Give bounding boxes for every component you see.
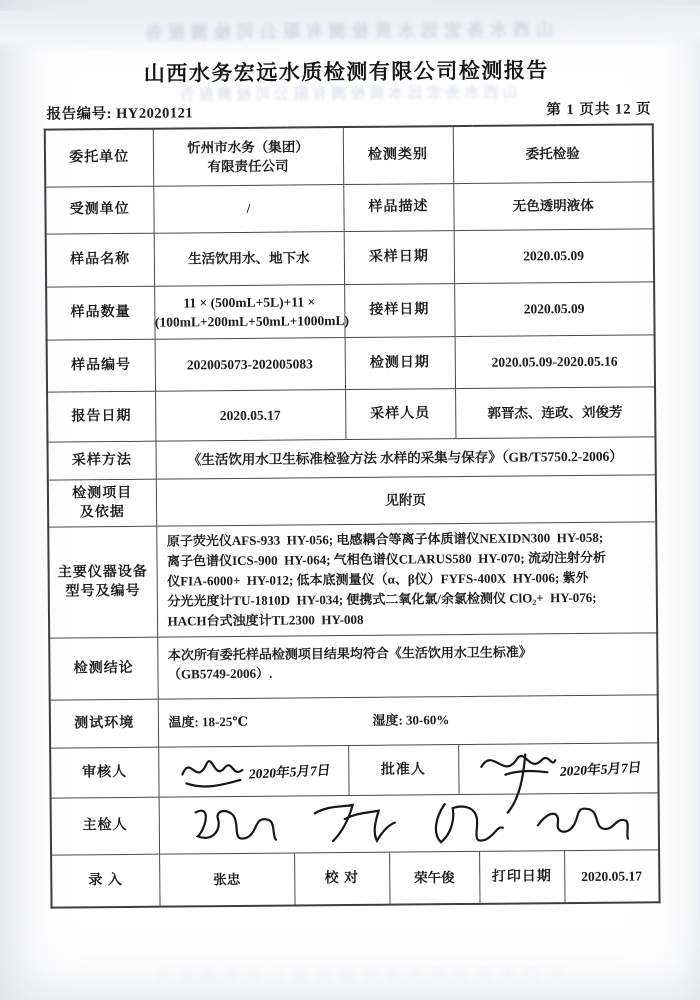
page-count: 第 1 页共 12 页 bbox=[546, 101, 652, 119]
sample-desc-value: 无色透明液体 bbox=[453, 181, 653, 230]
sample-qty-label: 样品数量 bbox=[46, 286, 154, 340]
environment-humidity: 湿度: 30-60% bbox=[372, 712, 450, 729]
bleedthrough-footer: 山西水务宏远水质检测有限公司检测报告 bbox=[147, 967, 562, 987]
test-date-label: 检测日期 bbox=[345, 336, 455, 389]
instruments-value: 原子荧光仪AFS-933 HY-056; 电感耦合等离子体质谱仪NEXIDN300 HY-058; 离子色谱仪ICS-900 HY-064; 气相色谱仪CLARUS580 HY-070; 流动注射分析 仪FIA-6000+ HY-012; 低本底测量仪（α、β仪）FYFS-400X HY-006; 紫外 分光光度计TU-1810D HY-034; 便携式二氧化氯/余氯检测仪 ClO₂+ HY-076; HACH台式浊度计TL2300 HY-008 bbox=[156, 521, 657, 636]
client-label: 委托单位 bbox=[45, 129, 153, 187]
reviewer-signature-cell bbox=[158, 745, 348, 797]
report-date-value: 2020.05.17 bbox=[155, 389, 345, 441]
entry-label: 录 入 bbox=[51, 854, 159, 908]
inspector-label: 主检人 bbox=[51, 797, 159, 855]
report-meta-line bbox=[47, 97, 652, 122]
approver-signature-cell bbox=[458, 742, 658, 794]
table-row bbox=[48, 474, 656, 526]
inspector-signature-1-icon bbox=[188, 801, 280, 848]
table-row bbox=[47, 386, 655, 441]
table-row bbox=[47, 436, 655, 479]
bleedthrough-text: 山西水务宏远水质检测有限公司检测报告 bbox=[138, 19, 553, 43]
test-items-label: 检测项目 及依据 bbox=[48, 479, 156, 527]
conclusion-value: 本次所有委托样品检测项目结果均符合《生活饮用水卫生标准》 （GB5749-2006）. bbox=[157, 632, 658, 698]
reviewer-signature-icon bbox=[176, 750, 246, 793]
inspector-signatures-cell bbox=[159, 792, 659, 853]
sample-name-value: 生活饮用水、地下水 bbox=[154, 231, 344, 286]
samplers-value: 郭晋杰、连政、刘俊芳 bbox=[455, 386, 655, 438]
inspector-signature-3-icon bbox=[425, 799, 505, 846]
test-items-value: 见附页 bbox=[156, 474, 656, 525]
sampling-method-value: 《生活饮用水卫生标准检验方法 水样的采集与保存》（GB/T5750.2-2006） bbox=[155, 436, 655, 478]
bleedthrough-subtitle: 山西水务宏远水质检测有限公司检测报告 bbox=[175, 84, 518, 104]
table-row bbox=[46, 228, 654, 286]
reviewer-label: 审核人 bbox=[50, 747, 158, 798]
entry-value: 张忠 bbox=[159, 853, 294, 907]
conclusion-label: 检测结论 bbox=[49, 637, 158, 700]
table-row bbox=[47, 334, 655, 391]
inspector-signature-2-icon bbox=[308, 800, 396, 847]
tested-unit-label: 受测单位 bbox=[45, 186, 153, 234]
sample-no-value: 202005073-202005083 bbox=[155, 337, 345, 391]
sample-name-label: 样品名称 bbox=[46, 233, 154, 287]
table-row bbox=[50, 742, 658, 797]
environment-value bbox=[158, 694, 658, 746]
environment-label: 测试环境 bbox=[50, 699, 158, 748]
report-table bbox=[44, 123, 661, 908]
approver-date: 2020年5月7日 bbox=[558, 759, 642, 779]
sample-qty-value: 11 × (500mL+5L)+11 × (100mL+200mL+50mL+1000mL) bbox=[154, 284, 344, 339]
approver-signature-icon bbox=[475, 746, 557, 791]
reviewer-date: 2020年5月7日 bbox=[248, 762, 332, 782]
sample-no-label: 样品编号 bbox=[47, 339, 155, 392]
receive-date-value: 2020.05.09 bbox=[454, 281, 654, 336]
sample-desc-label: 样品描述 bbox=[343, 183, 453, 231]
table-row bbox=[45, 124, 653, 186]
report-number-label: 报告编号: bbox=[46, 106, 113, 123]
sampling-date-label: 采样日期 bbox=[344, 230, 454, 284]
approver-label: 批准人 bbox=[348, 744, 458, 795]
table-row bbox=[45, 181, 653, 233]
print-date-label: 打印日期 bbox=[479, 850, 564, 904]
proofread-label: 校 对 bbox=[294, 852, 389, 906]
sampling-method-label: 采样方法 bbox=[47, 441, 155, 480]
inspector-signature-4-icon bbox=[533, 798, 629, 845]
instruments-label: 主要仪器设备 型号及编号 bbox=[48, 526, 157, 638]
report-date-label: 报告日期 bbox=[47, 391, 155, 442]
environment-temperature: 温度: 18-25℃ bbox=[168, 714, 248, 730]
table-row bbox=[46, 281, 654, 339]
report-number-value: HY2020121 bbox=[116, 105, 194, 123]
receive-date-label: 接样日期 bbox=[344, 283, 454, 337]
test-date-value: 2020.05.09-2020.05.16 bbox=[455, 334, 655, 388]
tested-unit-value: / bbox=[153, 184, 343, 233]
bleedthrough-band bbox=[0, 5, 700, 53]
page-title: 山西水务宏远水质检测有限公司检测报告 bbox=[143, 58, 549, 86]
samplers-label: 采样人员 bbox=[345, 388, 455, 439]
table-row bbox=[50, 694, 658, 747]
client-value: 忻州市水务（集团） 有限责任公司 bbox=[153, 127, 343, 186]
table-row bbox=[48, 521, 657, 637]
proofread-value: 荣午俊 bbox=[389, 851, 479, 905]
table-row bbox=[49, 632, 658, 699]
table-row bbox=[51, 792, 659, 854]
report-number bbox=[47, 101, 194, 123]
test-type-label: 检测类别 bbox=[343, 126, 453, 184]
sampling-date-value: 2020.05.09 bbox=[454, 228, 654, 283]
table-row bbox=[51, 849, 659, 907]
test-type-value: 委托检验 bbox=[453, 124, 653, 183]
print-date-value: 2020.05.17 bbox=[564, 849, 659, 903]
